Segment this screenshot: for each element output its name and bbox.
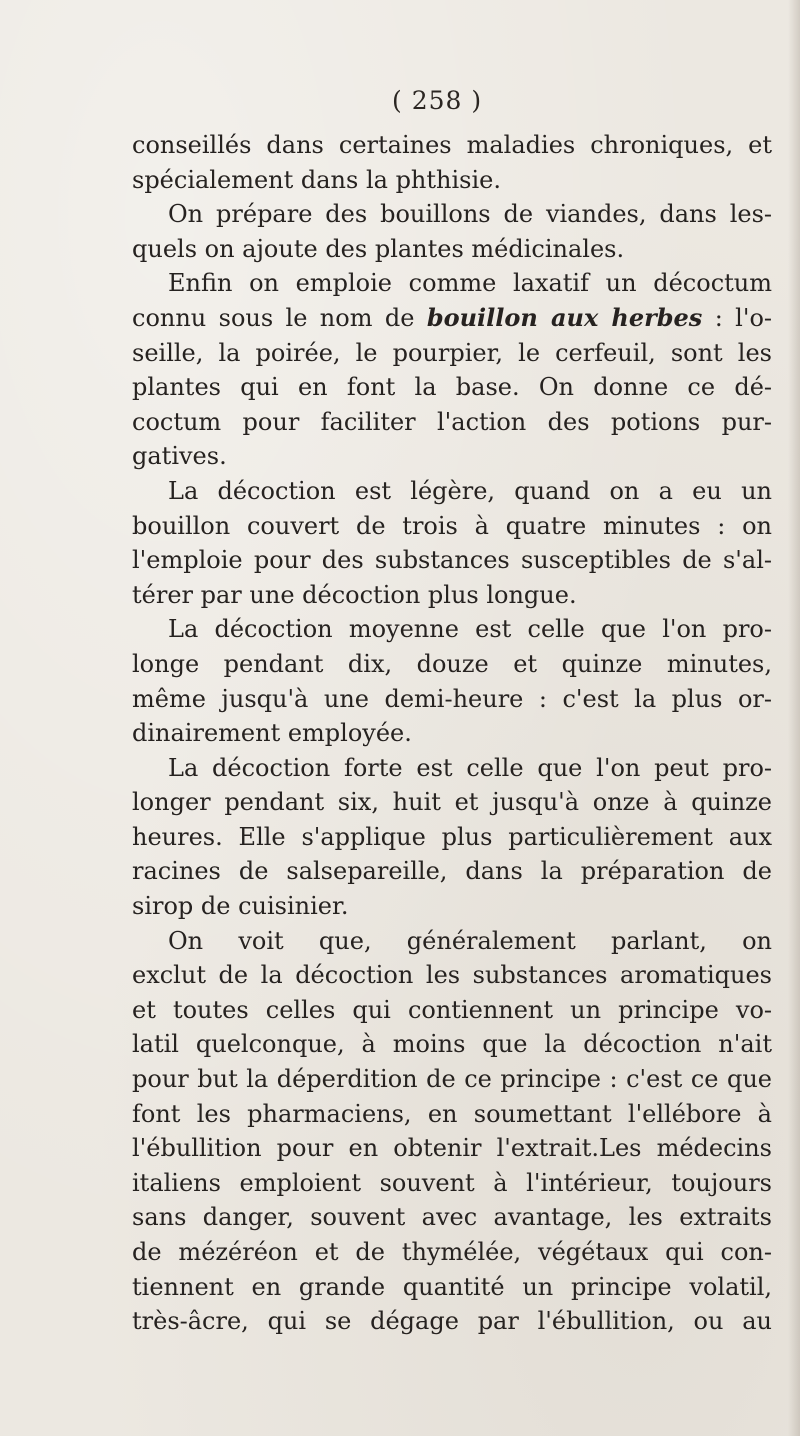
text-line: seille, la poirée, le pourpier, le cerfeuil, sont les (132, 338, 772, 367)
text-line: Enfin on emploie comme laxatif un décoctum (168, 269, 772, 298)
text-line: racines de salsepareille, dans la préparation de (132, 857, 772, 886)
page-edge-shadow (788, 0, 800, 1436)
text-line-with-term (132, 301, 772, 336)
text-line: spécialement dans la phthisie. (132, 165, 501, 194)
text-line: de mézéréon et de thymélée, végétaux qui con- (132, 1238, 772, 1266)
text-line: conseillés dans certaines maladies chroniques, et (132, 131, 772, 159)
text-line: longe pendant dix, douze et quinze minutes, (132, 649, 772, 678)
text-segment: connu sous le nom de (132, 303, 415, 332)
text-line: bouillon couvert de trois à quatre minutes : on (132, 511, 772, 540)
text-line: exclut de la décoction les substances aromatiques (132, 961, 772, 990)
text-line: On prépare des bouillons de viandes, dans les- (168, 200, 772, 229)
text-line: et toutes celles qui contiennent un principe vo- (132, 995, 772, 1024)
text-line: latil quelconque, à moins que la décoction n'ait (132, 1030, 772, 1059)
body-text (132, 128, 772, 1339)
text-line: On voit que, généralement parlant, on (168, 926, 772, 955)
text-line: l'ébullition pour en obtenir l'extrait.Les médecins (132, 1134, 772, 1163)
page-number-header: ( 258 ) (392, 86, 483, 115)
text-line: térer par une décoction plus longue. (132, 580, 577, 609)
text-line: coctum pour faciliter l'action des potions pur- (132, 407, 772, 436)
text-line: gatives. (132, 442, 227, 471)
text-line: quels on ajoute des plantes médicinales. (132, 234, 625, 263)
italic-term: bouillon aux herbes (426, 302, 703, 332)
text-line: l'emploie pour des substances susceptibles de s'al- (132, 546, 772, 575)
text-line: pour but la déperdition de ce principe : c'est ce que (132, 1065, 772, 1094)
text-line: La décoction moyenne est celle que l'on pro- (168, 615, 772, 644)
text-line: dinairement employée. (132, 719, 412, 748)
text-line: plantes qui en font la base. On donne ce dé- (132, 373, 772, 402)
text-line: La décoction forte est celle que l'on peut pro- (168, 753, 772, 782)
text-line: même jusqu'à une demi-heure : c'est la plus or- (132, 684, 772, 713)
text-line: font les pharmaciens, en soumettant l'ellébore à (132, 1099, 772, 1128)
text-line: sirop de cuisinier. (132, 892, 349, 921)
text-line: très-âcre, qui se dégage par l'ébullition, ou au (132, 1307, 772, 1336)
text-line: tiennent en grande quantité un principe volatil, (132, 1272, 772, 1301)
text-line: longer pendant six, huit et jusqu'à onze à quinze (132, 788, 772, 817)
text-line: sans danger, souvent avec avantage, les extraits (132, 1203, 772, 1232)
text-line: La décoction est légère, quand on a eu un (168, 476, 772, 505)
text-line: italiens emploient souvent à l'intérieur, toujours (132, 1168, 772, 1197)
text-segment: : l'o- (714, 303, 772, 332)
text-line: heures. Elle s'applique plus particulièrement aux (132, 822, 772, 851)
